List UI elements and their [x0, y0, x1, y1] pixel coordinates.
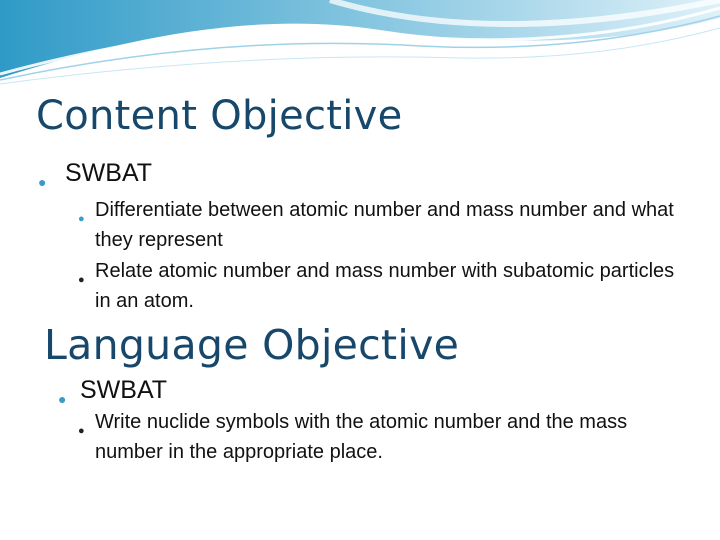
language-objective-title: Language Objective	[44, 321, 460, 369]
content-objective-item-text: Differentiate between atomic number and mass number and what they represent	[95, 199, 674, 251]
content-objective-title: Content Objective	[36, 93, 403, 139]
language-objective-lead-text: SWBAT	[80, 376, 168, 404]
bullet-icon: ●	[78, 213, 85, 225]
content-objective-item	[78, 256, 678, 316]
language-objective-lead	[58, 375, 167, 405]
content-objective-item-text: Relate atomic number and mass number with subatomic particles in an atom.	[95, 260, 675, 312]
bullet-icon: ●	[78, 425, 85, 437]
bullet-icon: ●	[58, 391, 67, 407]
language-objective-item-text: Write nuclide symbols with the atomic number and the mass number in the appropriate place.	[95, 411, 628, 463]
bullet-icon: ●	[38, 174, 47, 190]
bullet-icon: ●	[78, 274, 85, 286]
content-objective-lead-text: SWBAT	[65, 159, 153, 187]
language-objective-item	[78, 407, 678, 467]
content-objective-item	[78, 195, 678, 255]
header-wave-banner	[0, 0, 720, 90]
content-objective-lead	[38, 158, 152, 188]
